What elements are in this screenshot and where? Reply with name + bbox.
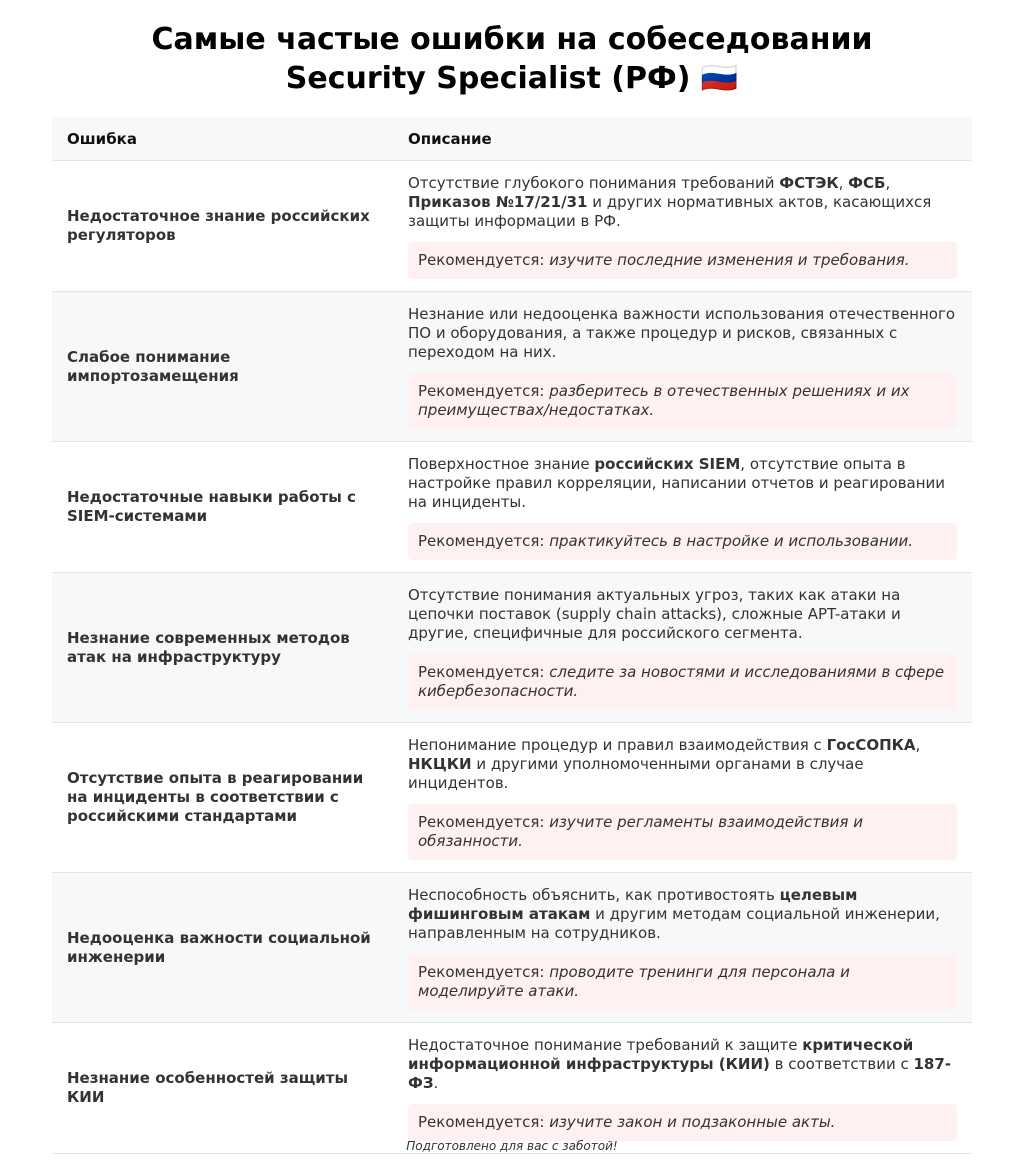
recommendation-box [408,954,957,1010]
description-fragment: и других нормативных актов, касающихся защиты информации в РФ. [408,193,932,230]
recommendation-box [408,523,957,560]
description-emphasis: ФСТЭК [779,174,839,192]
description-emphasis: критической информационной инфраструктуры (КИИ) [408,1036,914,1073]
error-cell: Отсутствие опыта в реагировании на инциденты в соответствии с российскими стандартами [67,769,364,825]
table-row [52,723,972,873]
errors-table [52,117,972,1154]
recommendation-text: проводите тренинги для персонала и моделируйте атаки. [418,963,850,1000]
description-cell [393,573,972,723]
description-fragment: Поверхностное знание [408,455,595,473]
recommendation-text: изучите последние изменения и требования. [549,251,910,269]
recommendation-text: разберитесь в отечественных решениях и их преимуществах/недостатках. [418,382,910,419]
recommendation-box [408,654,957,710]
description-text [408,174,957,231]
errors-table-container [52,117,972,1154]
table-header-row [52,117,972,161]
description-fragment: в соответствии с [769,1055,914,1073]
recommendation-label: Рекомендуется: [418,251,545,269]
description-fragment: Отсутствие глубокого понимания требований [408,174,780,192]
table-row [52,292,972,442]
description-emphasis: ФСБ [848,174,886,192]
table-header [52,117,972,161]
description-emphasis: Приказов №17/21/31 [408,193,588,211]
description-fragment: , [838,174,849,192]
error-cell: Незнание особенностей защиты КИИ [67,1069,349,1106]
table-row [52,442,972,573]
page-title-line-1: Самые частые ошибки на собеседовании [151,22,873,57]
error-cell: Незнание современных методов атак на инфраструктуру [52,573,393,723]
recommendation-label: Рекомендуется: [418,813,545,831]
recommendation-text: практикуйтесь в настройке и использовании. [549,532,914,550]
description-cell [393,723,972,873]
description-text [408,586,957,643]
page-title-line-2: Security Specialist (РФ) 🇷🇺 [285,61,739,96]
description-emphasis: НКЦКИ [408,755,472,773]
footer-note: Подготовлено для вас с заботой! [406,1139,618,1153]
error-cell: Недостаточные навыки работы с SIEM-системами [67,488,356,525]
description-cell [393,1023,972,1154]
table-body [52,161,972,1154]
recommendation-label: Рекомендуется: [418,963,545,981]
column-header-description: Описание [393,117,972,161]
description-fragment: и другими уполномоченными органами в случае инцидентов. [408,755,864,792]
description-fragment: Отсутствие понимания актуальных угроз, таких как атаки на цепочки поставок (supply chain attacks), сложные APT-атаки и другие, специфичные для российского сегмента. [408,586,901,642]
description-text [408,736,957,793]
recommendation-text: изучите закон и подзаконные акты. [549,1113,836,1131]
description-fragment: Непонимание процедур и правил взаимодействия с [408,736,827,754]
recommendation-label: Рекомендуется: [418,532,545,550]
description-fragment: Незнание или недооценка важности использования отечественного ПО и оборудования, а также процедур и рисков, связанных с переходом на них. [408,305,956,361]
description-text [408,1036,957,1093]
description-emphasis: целевым фишинговым атакам [408,886,858,923]
recommendation-box [408,1104,957,1141]
error-cell: Недооценка важности социальной инженерии [52,873,393,1023]
table-row [52,1023,972,1154]
error-cell: Слабое понимание импортозамещения [52,292,393,442]
description-fragment: , отсутствие опыта в настройке правил корреляции, написании отчетов и реагировании на инциденты. [408,455,946,511]
description-fragment: . [433,1074,439,1092]
description-cell [393,442,972,573]
description-text [408,886,957,943]
table-row [52,573,972,723]
description-fragment: Недостаточное понимание требований к защите [408,1036,803,1054]
description-emphasis: ГосСОПКА [826,736,916,754]
description-text [408,455,957,512]
table-row [52,161,972,292]
recommendation-text: изучите регламенты взаимодействия и обязанности. [418,813,863,850]
recommendation-text: следите за новостями и исследованиями в сфере кибербезопасности. [418,663,945,700]
recommendation-box [408,242,957,279]
description-fragment: , [885,174,891,192]
description-fragment: и другим методам социальной инженерии, направленным на сотрудников. [408,905,940,942]
recommendation-label: Рекомендуется: [418,382,545,400]
description-emphasis: российских SIEM [594,455,741,473]
recommendation-box [408,804,957,860]
description-text [408,305,957,362]
recommendation-box [408,373,957,429]
description-cell [393,873,972,1023]
error-cell: Недостаточное знание российских регуляторов [67,207,370,244]
description-cell [393,292,972,442]
description-fragment: , [915,736,921,754]
description-cell [393,161,972,292]
description-fragment: Неспособность объяснить, как противостоять [408,886,780,904]
table-row [52,873,972,1023]
description-emphasis: 187-ФЗ [408,1055,952,1092]
page-title [0,0,1024,98]
recommendation-label: Рекомендуется: [418,1113,545,1131]
column-header-error: Ошибка [52,117,393,161]
recommendation-label: Рекомендуется: [418,663,545,681]
